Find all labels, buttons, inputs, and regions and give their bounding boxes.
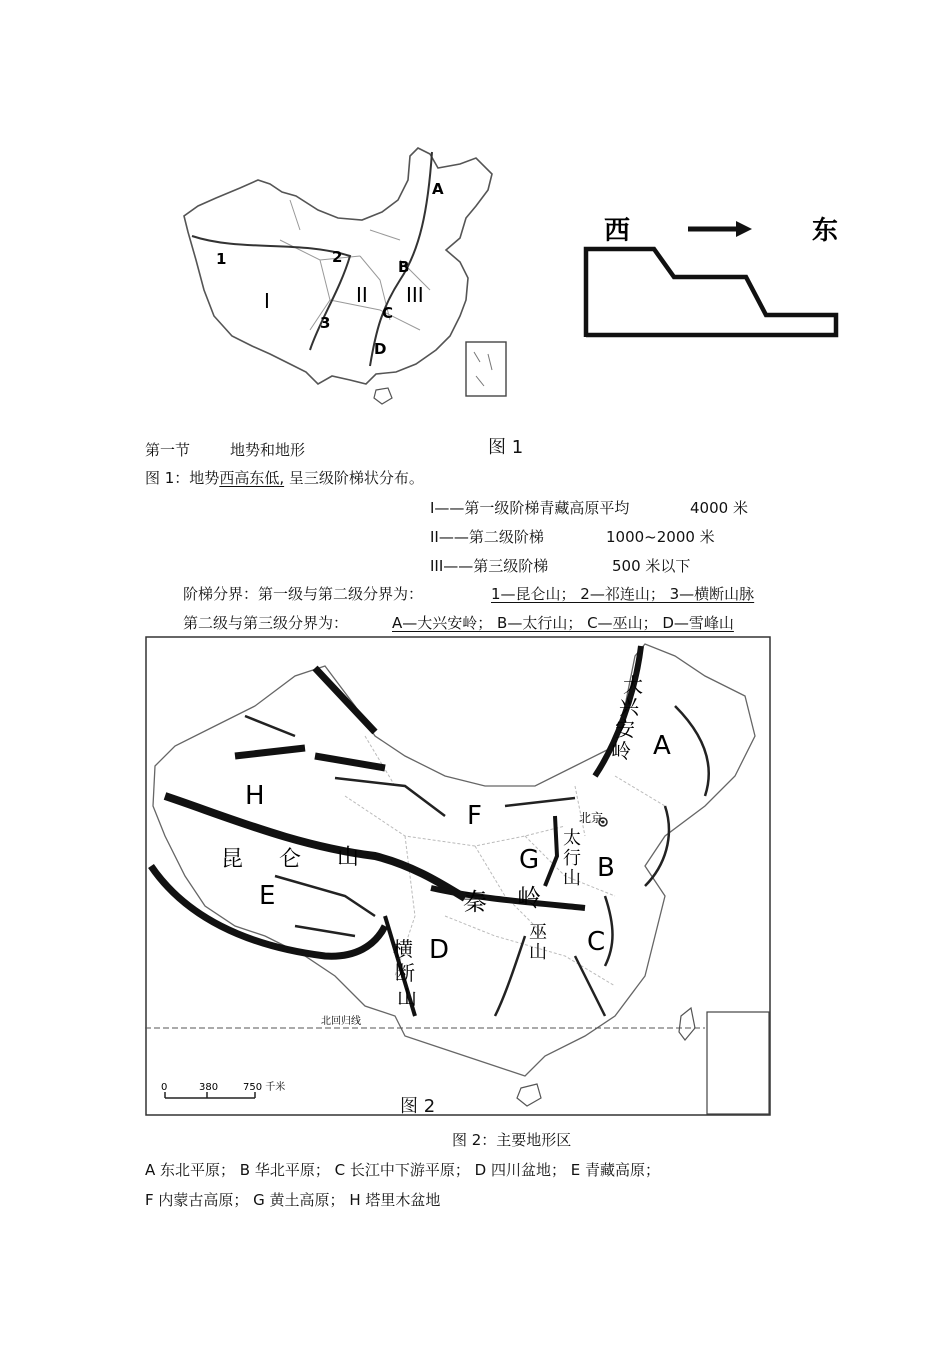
label-B: B [398, 258, 410, 276]
fig2-caption: 图 2 [400, 1096, 436, 1117]
step-1-value: 4000 米 [690, 499, 748, 517]
fig1-profile [570, 205, 850, 345]
profile-east-label: 东 [812, 216, 839, 246]
kunlun-char-3: 山 [337, 845, 360, 870]
region-G: G [519, 845, 540, 875]
daxinganling-char-4: 岭 [611, 739, 631, 763]
wushan-char-1: 巫 [529, 922, 547, 943]
hengduan-char-2: 断 [395, 961, 415, 985]
hainan-island [374, 388, 392, 404]
label-C: C [382, 304, 394, 322]
step-3-name: III——第三级阶梯 [430, 557, 549, 575]
region-C: C [587, 927, 606, 957]
region-F: F [467, 801, 482, 831]
fig2-legend-line1: A 东北平原； B 华北平原； C 长江中下游平原； D 四川盆地； E 青藏高原； [145, 1161, 660, 1179]
terrain-lead: 图 1：地势 [145, 469, 220, 487]
profile-step-line [586, 249, 836, 337]
boundary-2-label: 第二级与第三级分界为： [183, 614, 349, 632]
beijing-label: 北京 [579, 811, 604, 825]
step-2-value: 1000~2000 米 [606, 528, 715, 546]
daxinganling-char-2: 兴 [619, 695, 639, 719]
terrain-lead-line [145, 468, 424, 488]
boundary-1-label: 阶梯分界：第一级与第二级分界为： [183, 585, 424, 603]
label-step-I: I [264, 289, 270, 313]
step-3-value: 500 米以下 [612, 557, 691, 575]
kunlun-char-1: 昆 [221, 847, 244, 872]
hengduan-char-3: 山 [397, 985, 417, 1009]
fig1-caption: 图 1 [488, 437, 524, 458]
kunlun-char-2: 仑 [279, 847, 302, 872]
fig2-subtitle: 图 2：主要地形区 [452, 1131, 572, 1149]
label-D: D [374, 340, 387, 358]
label-1: 1 [216, 250, 227, 268]
boundary-2-value: A—大兴安岭； B—太行山； C—巫山； D—雪峰山 [392, 614, 734, 632]
scale-tick-0: 0 [161, 1082, 168, 1093]
qinling-char-1: 秦 [463, 888, 487, 916]
label-step-III: III [406, 283, 424, 307]
step-2-name: II——第二级阶梯 [430, 528, 544, 546]
fig2-legend-line2: F 内蒙古高原； G 黄土高原； H 塔里木盆地 [145, 1191, 441, 1209]
section-title: 地势和地形 [230, 441, 306, 459]
boundary-1-value: 1—昆仑山； 2—祁连山； 3—横断山脉 [491, 585, 755, 603]
region-E: E [259, 881, 276, 911]
label-2: 2 [332, 248, 343, 266]
south-sea-inset [466, 342, 506, 396]
qinling-char-2: 岭 [517, 884, 541, 912]
terrain-rest: 呈三级阶梯状分布。 [288, 469, 424, 487]
label-3: 3 [320, 314, 331, 332]
profile-west-label: 西 [604, 216, 631, 246]
label-step-II: II [356, 283, 368, 307]
fig1-map [170, 140, 520, 410]
daxinganling-char-1: 大 [623, 673, 643, 697]
section-number: 第一节 [145, 441, 191, 459]
taihang-char-3: 山 [563, 868, 581, 889]
taihang-char-2: 行 [563, 848, 581, 869]
taihang-char-1: 太 [563, 828, 581, 849]
region-B: B [597, 853, 615, 883]
daxinganling-char-3: 安 [615, 717, 635, 741]
hengduan-char-1: 横 [393, 937, 413, 961]
region-D: D [429, 935, 450, 965]
scale-tick-380: 380 [199, 1082, 219, 1093]
fig2-map [145, 636, 771, 1116]
region-A: A [653, 731, 671, 761]
region-H: H [245, 781, 265, 811]
step-1-name: I——第一级阶梯青藏高原平均 [430, 499, 630, 517]
scale-tick-750: 750 千米 [243, 1082, 286, 1093]
terrain-highlight: 西高东低, [219, 469, 285, 487]
label-A: A [432, 180, 444, 198]
arrow-right-icon [736, 221, 752, 237]
wushan-char-2: 山 [529, 942, 547, 963]
china-outline [184, 148, 492, 384]
tropic-label: 北回归线 [321, 1016, 361, 1027]
